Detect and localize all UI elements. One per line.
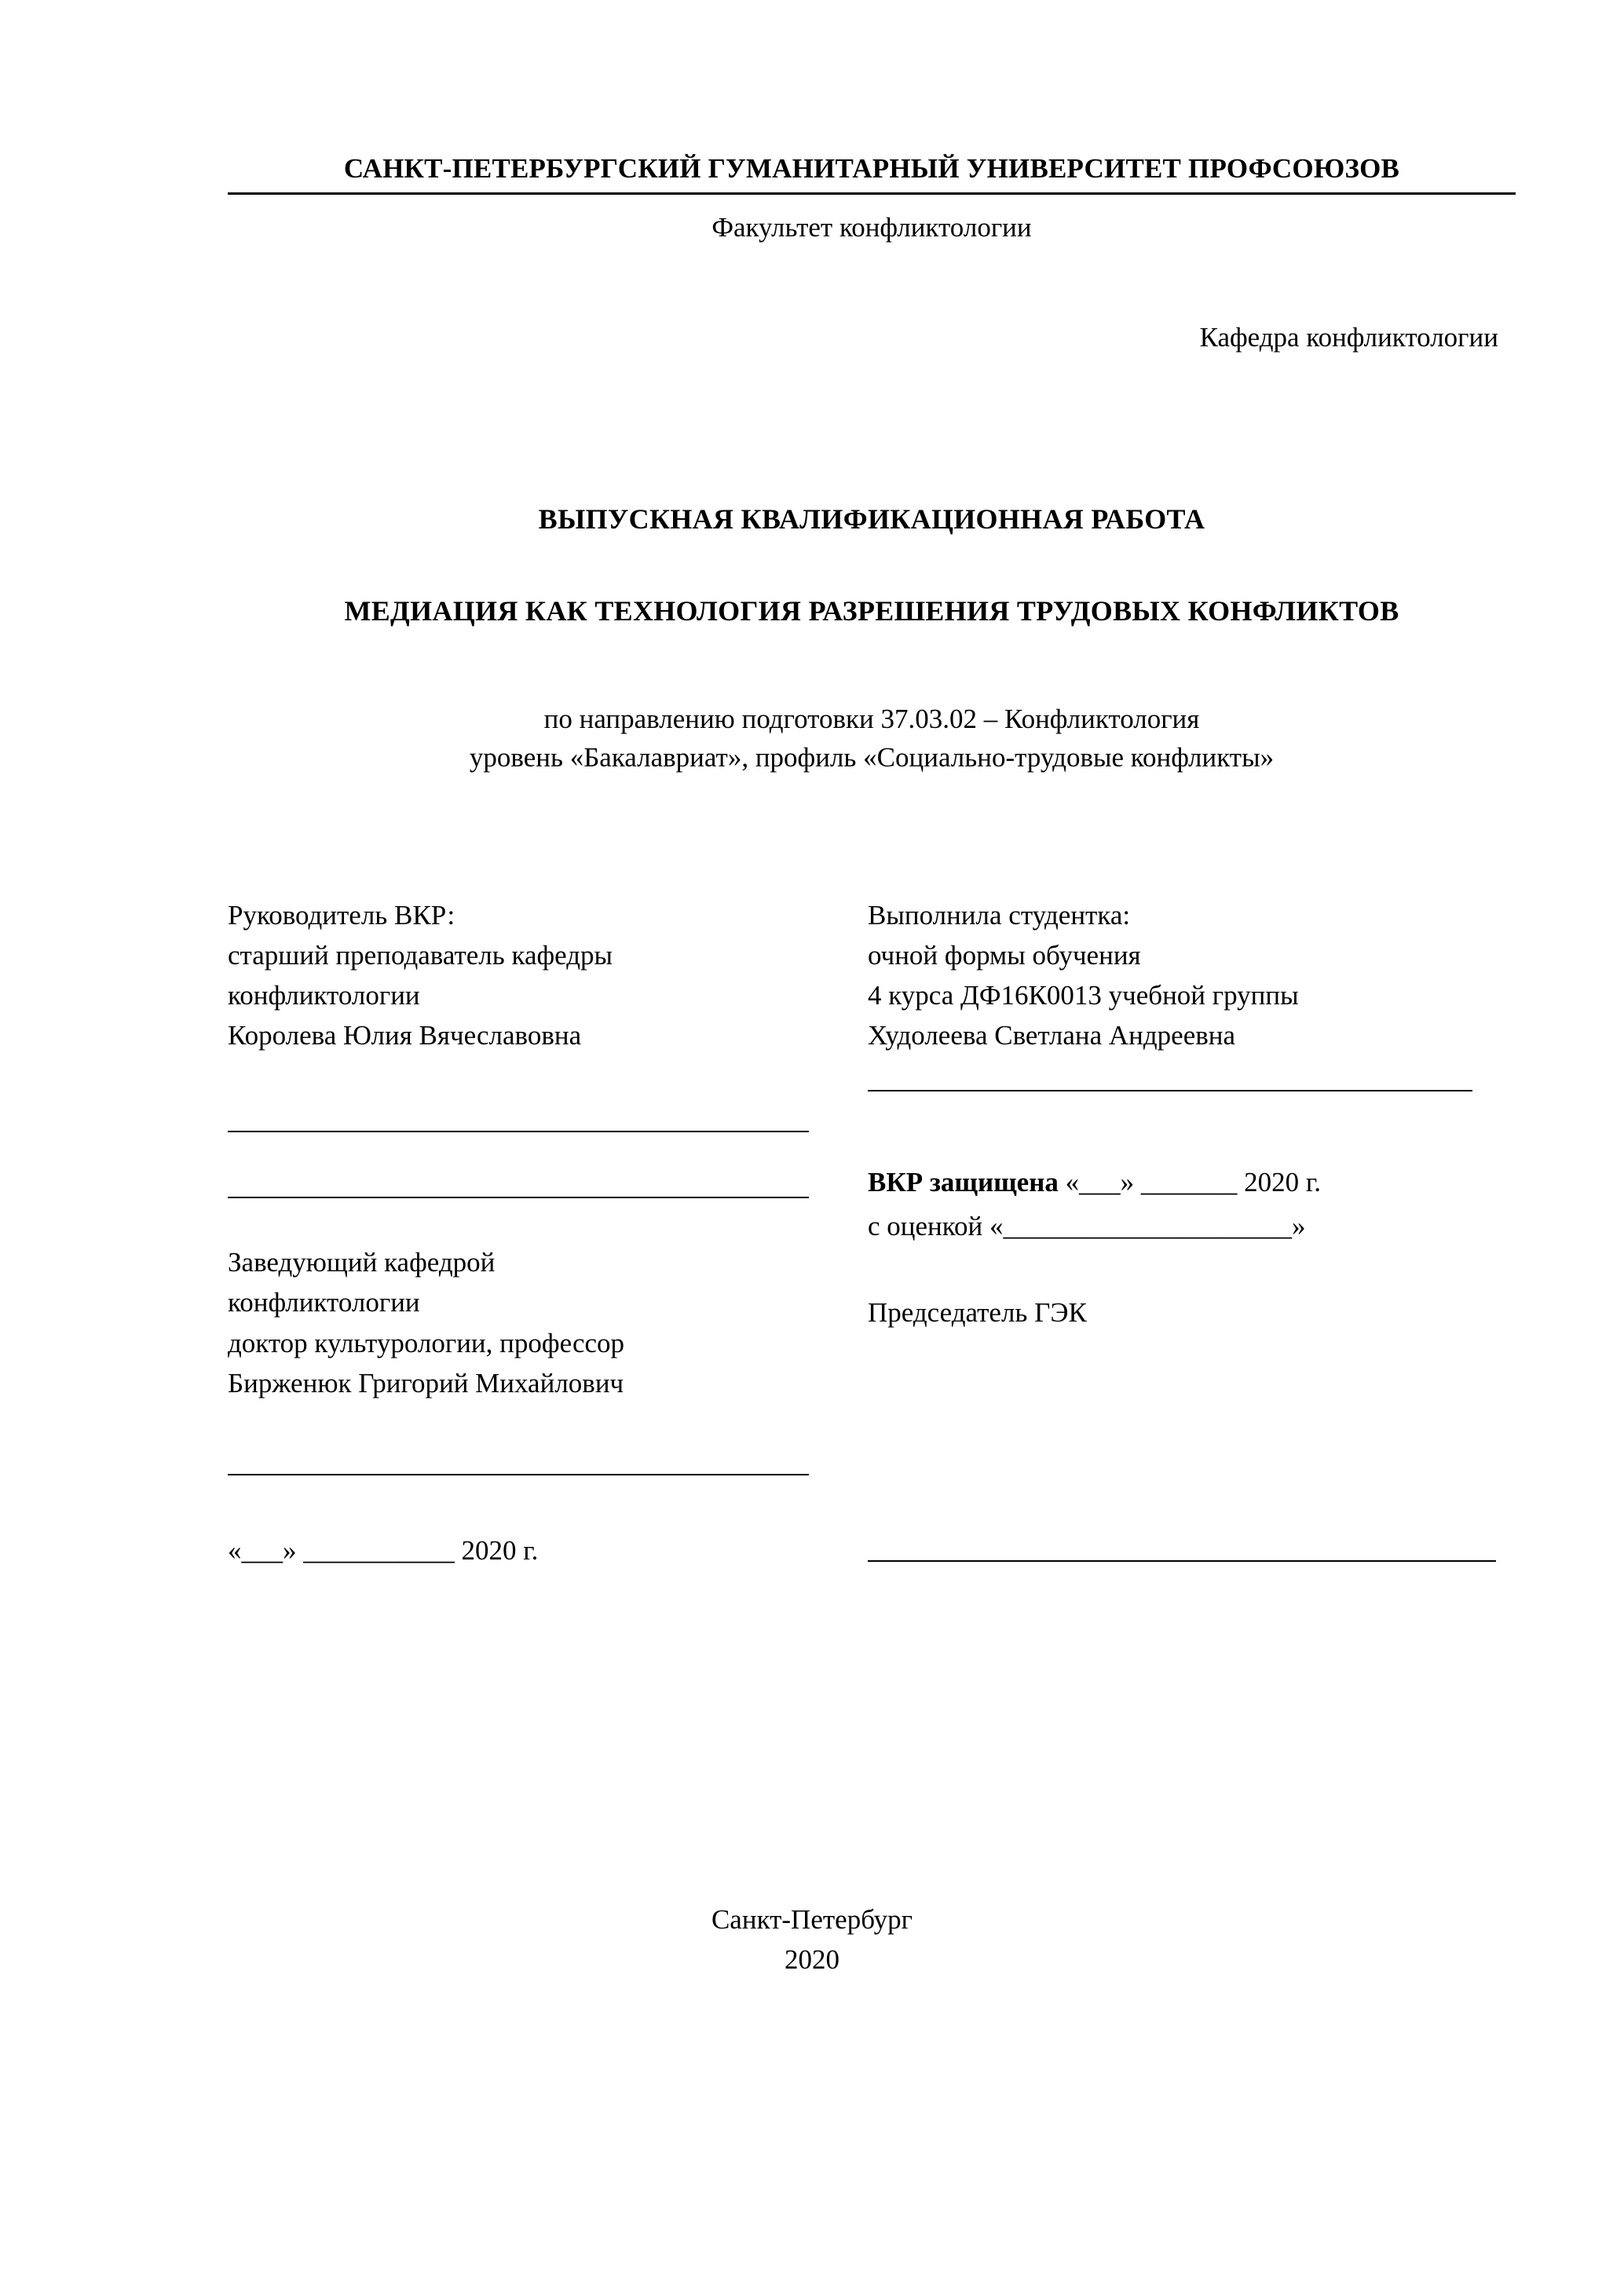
supervisor-position-line-2: конфликтологии <box>228 980 420 1011</box>
signature-columns <box>228 895 1516 1680</box>
defense-date-blanks: «___» _______ 2020 г. <box>1058 1167 1322 1198</box>
university-name: САНКТ-ПЕТЕРБУРГСКИЙ ГУМАНИТАРНЫЙ УНИВЕРСИТЕТ ПРОФСОЮЗОВ <box>228 153 1516 195</box>
head-of-chair-degree: доктор культурологии, профессор <box>228 1327 625 1358</box>
student-name: Худолеева Светлана Андреевна <box>868 1020 1236 1051</box>
direction-block <box>228 700 1516 777</box>
footer-city: Санкт-Петербург <box>711 1904 913 1935</box>
head-of-chair-role-label-2: конфликтологии <box>228 1287 420 1318</box>
supervisor-position-line-1: старший преподаватель кафедры <box>228 940 613 971</box>
date-line: «___» ___________ 2020 г. <box>228 1534 539 1566</box>
head-of-chair-role-label: Заведующий кафедрой <box>228 1247 496 1278</box>
supervisor-signature-line <box>228 1131 809 1132</box>
direction-line-1: по направлению подготовки 37.03.02 – Конфликтология <box>543 703 1200 734</box>
defense-date-line <box>868 1167 1516 1198</box>
student-group: 4 курса ДФ16К0013 учебной группы <box>868 980 1299 1011</box>
student-form-of-study: очной формы обучения <box>868 940 1141 971</box>
supervisor-role-label: Руководитель ВКР: <box>228 899 455 930</box>
chairman-signature-line <box>868 1560 1496 1562</box>
footer-block <box>0 1900 1624 1980</box>
chair-name: Кафедра конфликтологии <box>1199 322 1498 353</box>
student-signature-line <box>868 1090 1472 1091</box>
page-title: МЕДИАЦИЯ КАК ТЕХНОЛОГИЯ РАЗРЕШЕНИЯ ТРУДОВЫХ КОНФЛИКТОВ <box>344 595 1399 627</box>
footer-year: 2020 <box>785 1943 839 1975</box>
student-role-label: Выполнила студентка: <box>868 899 1131 930</box>
spacer <box>228 1198 832 1242</box>
chairman-label: Председатель ГЭК <box>868 1297 1087 1329</box>
right-signature-column <box>868 895 1516 1562</box>
defense-label: ВКР защищена <box>868 1167 1059 1198</box>
defense-mark-line: с оценкой «_____________________» <box>868 1211 1306 1242</box>
page-content <box>228 153 1516 1680</box>
direction-line-2: уровень «Бакалавриат», профиль «Социально-трудовые конфликты» <box>469 742 1275 773</box>
left-signature-column <box>228 895 832 1567</box>
title-block <box>228 503 1516 777</box>
head-of-chair-signature-line-bottom <box>228 1474 809 1475</box>
head-of-chair-name: Бирженюк Григорий Михайлович <box>228 1367 624 1398</box>
supervisor-name: Королева Юлия Вячеславовна <box>228 1020 582 1051</box>
document-type: ВЫПУСКНАЯ КВАЛИФИКАЦИОННАЯ РАБОТА <box>538 503 1205 535</box>
faculty-name: Факультет конфликтологии <box>711 212 1032 243</box>
